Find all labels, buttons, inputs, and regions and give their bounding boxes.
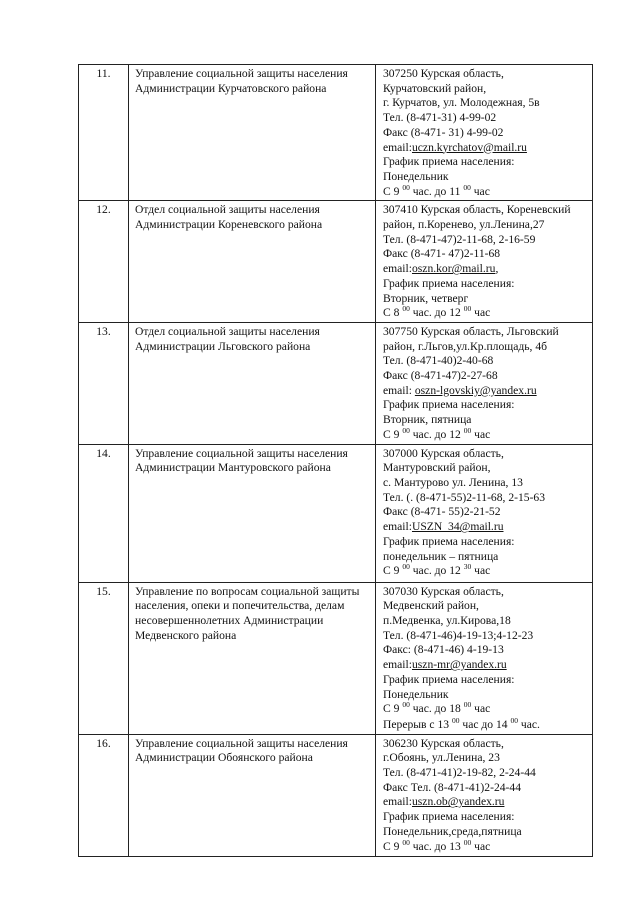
fax-line: Факс Тел. (8-471-41)2-24-44 <box>383 780 521 794</box>
schedule-title: График приема населения: <box>383 398 515 412</box>
table-row <box>79 322 593 444</box>
email-prefix: email: <box>383 383 415 397</box>
email-line <box>383 520 588 535</box>
schedule-title: График приема населения: <box>383 810 515 824</box>
office-name: Управление социальной защиты населения Администрации Курчатовского района <box>129 65 376 201</box>
row-number: 11. <box>79 65 129 201</box>
contact-cell <box>376 582 593 734</box>
email-link[interactable]: uszn-mr@yandex.ru <box>411 658 507 672</box>
row-number: 12. <box>79 201 129 323</box>
schedule-days: Понедельник <box>383 169 449 183</box>
table-row <box>79 582 593 734</box>
phone-line: Тел. (8-471-46)4-19-13;4-12-23 <box>383 628 534 642</box>
schedule-hours: С 9 $^{00}$ час. до 12 $^{00}$ час <box>383 425 491 441</box>
email-prefix: email: <box>383 140 412 154</box>
address-block <box>383 585 588 629</box>
office-name: Управление социальной защиты населения Администрации Мантуровского района <box>129 444 376 582</box>
address-line: п.Медвенка, ул.Кирова,18 <box>383 613 511 627</box>
address-line: 307410 Курская область, Кореневский <box>383 203 571 217</box>
phone-line: Тел. (8-471-40)2-40-68 <box>383 354 494 368</box>
address-line: 307750 Курская область, Льговский <box>383 324 559 338</box>
row-number: 16. <box>79 734 129 856</box>
office-name: Отдел социальной защиты населения Администрации Кореневского района <box>129 201 376 323</box>
address-line: Медвенский район, <box>383 599 479 613</box>
row-number: 14. <box>79 444 129 582</box>
schedule-hours: С 9 $^{00}$ час. до 18 $^{00}$ час <box>383 700 491 716</box>
address-block <box>383 447 588 491</box>
schedule-title: График приема населения: <box>383 672 515 686</box>
email-line <box>383 262 588 277</box>
address-line: район, г.Льгов,ул.Кр.площадь, 4б <box>383 339 548 353</box>
email-link[interactable]: oszn-lgovskiy@yandex.ru <box>414 383 537 397</box>
email-prefix: email: <box>383 658 412 672</box>
fax-line: Факс (8-471- 47)2-11-68 <box>383 247 501 261</box>
schedule-days: Вторник, пятница <box>383 413 472 427</box>
office-name: Управление по вопросам социальной защиты населения, опеки и попечительства, делам несовершеннолетних Администрации Медвенского района <box>129 582 376 734</box>
office-name: Отдел социальной защиты населения Администрации Льговского района <box>129 322 376 444</box>
email-line <box>383 141 588 156</box>
fax-line: Факс (8-471- 55)2-21-52 <box>383 505 501 519</box>
fax-line: Факс (8-471- 31) 4-99-02 <box>383 125 504 139</box>
schedule-days: Вторник, четверг <box>383 291 469 305</box>
table-row <box>79 201 593 323</box>
phone-line: Тел. (8-471-41)2-19-82, 2-24-44 <box>383 766 536 780</box>
row-number: 15. <box>79 582 129 734</box>
address-line: Курчатовский район, <box>383 81 487 95</box>
schedule-hours: С 9 $^{00}$ час. до 11 $^{00}$ час <box>383 182 490 198</box>
schedule-days: понедельник – пятница <box>383 549 499 563</box>
address-line: 307030 Курская область, <box>383 584 504 598</box>
address-block <box>383 737 588 766</box>
email-link[interactable]: USZN_34@mail.ru <box>411 520 504 534</box>
contact-cell <box>376 444 593 582</box>
address-line: 306230 Курская область, <box>383 736 504 750</box>
schedule-hours: С 8 $^{00}$ час. до 12 $^{00}$ час <box>383 304 491 320</box>
phone-line: Тел. (. (8-471-55)2-11-68, 2-15-63 <box>383 490 546 504</box>
schedule-title: График приема населения: <box>383 276 515 290</box>
fax-line: Факс: (8-471-46) 4-19-13 <box>383 643 504 657</box>
contact-cell <box>376 322 593 444</box>
email-prefix: email: <box>383 795 412 809</box>
email-suffix: , <box>495 262 499 276</box>
address-line: 307000 Курская область, <box>383 446 504 460</box>
schedule-break: Перерыв с 13 $^{00}$ час до 14 $^{00}$ час. <box>383 715 540 731</box>
email-line <box>383 384 588 399</box>
address-block <box>383 67 588 111</box>
table-row <box>79 65 593 201</box>
email-link[interactable]: uczn.kyrchatov@mail.ru <box>411 140 527 154</box>
offices-table <box>78 64 593 857</box>
contact-cell <box>376 734 593 856</box>
address-line: 307250 Курская область, <box>383 67 504 80</box>
address-line: Мантуровский район, <box>383 461 491 475</box>
address-line: г.Обоянь, ул.Ленина, 23 <box>383 751 500 765</box>
email-line <box>383 658 588 673</box>
table-row <box>79 734 593 856</box>
phone-line: Тел. (8-471-47)2-11-68, 2-16-59 <box>383 232 536 246</box>
schedule-title: График приема населения: <box>383 155 515 169</box>
schedule-hours: С 9 $^{00}$ час. до 12 $^{30}$ час <box>383 562 491 578</box>
email-link[interactable]: uszn.ob@yandex.ru <box>411 795 505 809</box>
email-prefix: email: <box>383 520 412 534</box>
schedule-hours: С 9 $^{00}$ час. до 13 $^{00}$ час <box>383 837 491 853</box>
schedule-title: График приема населения: <box>383 534 515 548</box>
contact-cell <box>376 201 593 323</box>
address-line: г. Курчатов, ул. Молодежная, 5в <box>383 96 540 110</box>
phone-line: Тел. (8-471-31) 4-99-02 <box>383 111 497 125</box>
email-line <box>383 795 588 810</box>
address-line: с. Мантурово ул. Ленина, 13 <box>383 475 523 489</box>
fax-line: Факс (8-471-47)2-27-68 <box>383 369 498 383</box>
office-name: Управление социальной защиты населения Администрации Обоянского района <box>129 734 376 856</box>
row-number: 13. <box>79 322 129 444</box>
address-block <box>383 203 588 232</box>
contact-cell <box>376 65 593 201</box>
table-row <box>79 444 593 582</box>
schedule-days: Понедельник,среда,пятница <box>383 824 522 838</box>
address-line: район, п.Коренево, ул.Ленина,27 <box>383 218 545 232</box>
email-link[interactable]: oszn.kor@mail.ru <box>411 262 496 276</box>
address-block <box>383 325 588 354</box>
schedule-days: Понедельник <box>383 687 449 701</box>
email-prefix: email: <box>383 262 412 276</box>
